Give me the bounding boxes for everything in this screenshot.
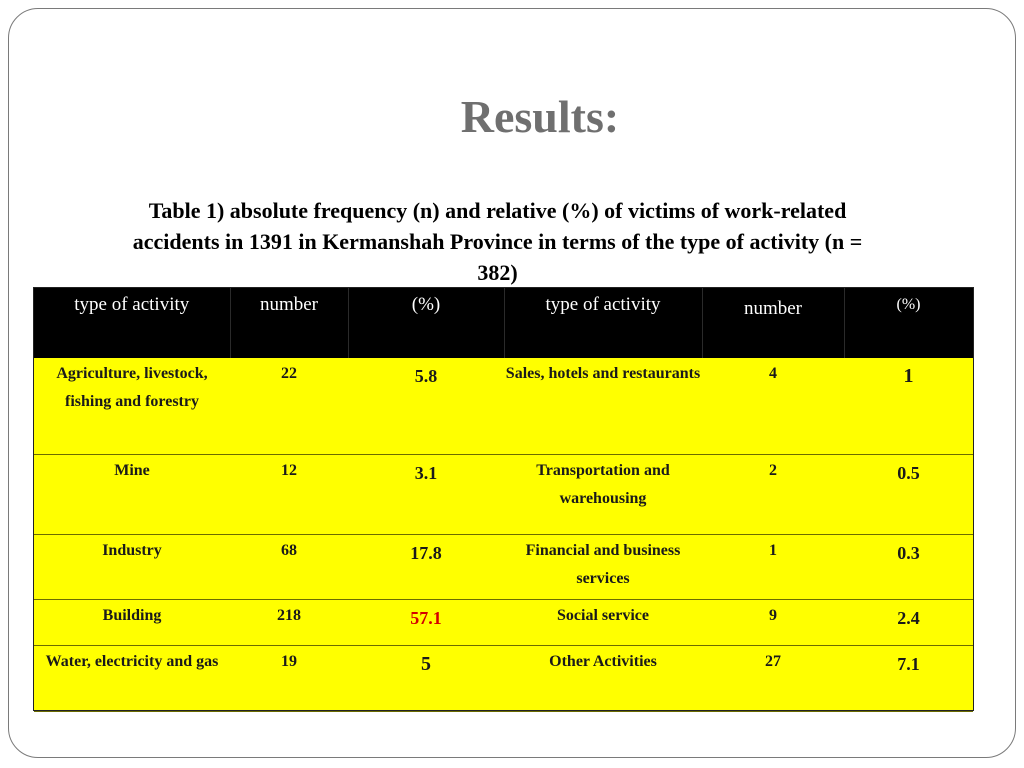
number-cell: 22 [230, 358, 348, 454]
number-cell: 9 [702, 599, 844, 645]
results-table [34, 288, 974, 712]
number-cell: 27 [702, 645, 844, 711]
activity-cell: Mine [34, 454, 230, 534]
activity-cell: Sales, hotels and restaurants [504, 358, 702, 454]
table-header-row [34, 288, 973, 358]
number-cell: 2 [702, 454, 844, 534]
activity-cell: Other Activities [504, 645, 702, 711]
header-percent-1: (%) [348, 288, 504, 358]
activity-cell: Industry [34, 534, 230, 599]
percent-cell: 2.4 [844, 599, 973, 645]
header-number-2: number [702, 288, 844, 358]
activity-cell: Social service [504, 599, 702, 645]
number-cell: 19 [230, 645, 348, 711]
table-row [34, 534, 973, 599]
number-cell: 12 [230, 454, 348, 534]
table-row [34, 454, 973, 534]
activity-cell: Agriculture, livestock, fishing and forestry [34, 358, 230, 454]
table-row [34, 599, 973, 645]
number-cell: 4 [702, 358, 844, 454]
number-cell: 1 [702, 534, 844, 599]
slide-title: Results: [460, 91, 620, 142]
percent-cell: 3.1 [348, 454, 504, 534]
header-percent-2: (%) [844, 288, 973, 358]
percent-cell: 7.1 [844, 645, 973, 711]
activity-cell: Building [34, 599, 230, 645]
header-number-1: number [230, 288, 348, 358]
header-type-of-activity-1: type of activity [34, 288, 230, 358]
percent-cell: 17.8 [348, 534, 504, 599]
caption-line-3: 382) [477, 260, 518, 285]
percent-cell: 0.5 [844, 454, 973, 534]
activity-cell: Transportation and warehousing [504, 454, 702, 534]
percent-cell: 5.8 [348, 358, 504, 454]
table-row [34, 645, 973, 711]
table-row [34, 358, 973, 454]
percent-cell: 0.3 [844, 534, 973, 599]
percent-cell-highlighted: 57.1 [348, 599, 504, 645]
header-type-of-activity-2: type of activity [504, 288, 702, 358]
activity-cell: Water, electricity and gas [34, 645, 230, 711]
percent-cell: 1 [844, 358, 973, 454]
caption-line-1: Table 1) absolute frequency (n) and relative (%) of victims of work-related [148, 198, 847, 223]
number-cell: 68 [230, 534, 348, 599]
table-caption [60, 195, 935, 288]
activity-cell: Financial and business services [504, 534, 702, 599]
number-cell: 218 [230, 599, 348, 645]
caption-line-2: accidents in 1391 in Kermanshah Province in terms of the type of activity (n = [132, 229, 863, 254]
percent-cell: 5 [348, 645, 504, 711]
